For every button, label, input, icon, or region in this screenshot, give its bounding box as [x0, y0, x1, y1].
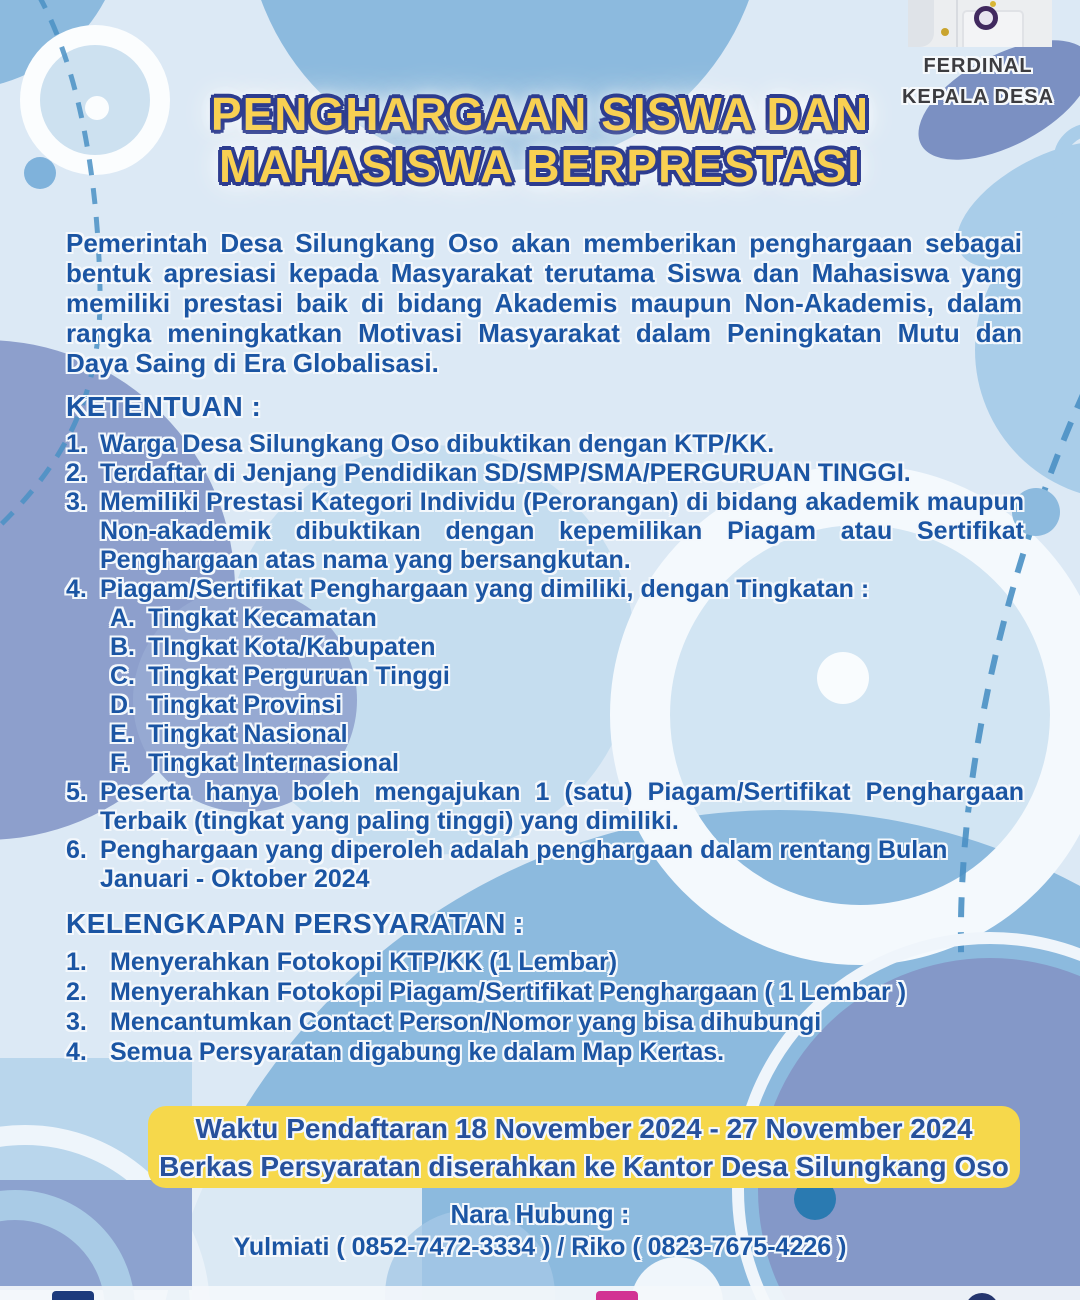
uniform-pin-icon	[990, 1, 996, 7]
instagram-icon	[596, 1291, 638, 1300]
intro-paragraph: Pemerintah Desa Silungkang Oso akan memberikan penghargaan sebagai bentuk apresiasi kepada Masyarakat terutama Siswa dan Mahasiswa yang memiliki prestasi baik di bidang Akademis maupun Non-Akademis, dalam rangka meningkatkan Motivasi Masyarakat dalam Peningkatan Mutu dan Daya Saing di Era Globalisasi.	[66, 228, 1022, 378]
item-letter: A.	[110, 604, 135, 632]
item-number: 3.	[66, 1008, 87, 1036]
item-letter: B.	[110, 633, 135, 661]
item-text: Peserta hanya boleh mengajukan 1 (satu) Piagam/Sertifikat Penghargaan Terbaik (tingkat yang paling tinggi) yang dimiliki.	[100, 778, 1024, 835]
item-number: 1.	[66, 948, 87, 976]
item-text: Tingkat Provinsi	[148, 691, 343, 719]
official-name: FERDINAL	[923, 55, 1033, 77]
item-number: 1.	[66, 430, 87, 458]
ketentuan-item	[66, 836, 1024, 894]
tingkatan-list	[110, 604, 1024, 778]
item-text: Penghargaan yang diperoleh adalah penghargaan dalam rentang Bulan Januari - Oktober 2024	[100, 836, 948, 893]
item-text: Tingkat Kecamatan	[148, 604, 377, 632]
item-number: 2.	[66, 978, 87, 1006]
item-text: Semua Persyaratan digabung ke dalam Map Kertas.	[110, 1038, 725, 1066]
item-text: Memiliki Prestasi Kategori Individu (Perorangan) di bidang akademik maupun Non-akademik dibuktikan dengan kepemilikan Piagam atau Sertifikat Penghargaan atas nama yang bersangkutan.	[100, 488, 1024, 574]
poster-title-line2: MAHASISWA BERPRESTASI	[218, 140, 862, 192]
banner-line2: Berkas Persyaratan diserahkan ke Kantor Desa Silungkang Oso	[159, 1151, 1009, 1182]
poster-title-line1: PENGHARGAAN SISWA DAN	[210, 88, 870, 140]
item-number: 2.	[66, 459, 87, 487]
ketentuan-heading: KETENTUAN :	[66, 391, 262, 422]
ketentuan-item	[66, 430, 1024, 459]
kelengkapan-item	[66, 1007, 1024, 1037]
item-number: 5.	[66, 778, 87, 806]
tingkatan-item	[110, 720, 1024, 749]
uniform-button-icon	[941, 28, 949, 36]
kelengkapan-section	[66, 908, 1024, 1067]
item-letter: C.	[110, 662, 135, 690]
item-text: Terdaftar di Jenjang Pendidikan SD/SMP/SMA/PERGURUAN TINGGI.	[100, 459, 911, 487]
uniform-badge-icon	[974, 6, 998, 30]
banner-line1: Waktu Pendaftaran 18 November 2024 - 27 November 2024	[195, 1113, 973, 1144]
item-text: Tingkat Perguruan Tinggi	[148, 662, 450, 690]
kelengkapan-heading: KELENGKAPAN PERSYARATAN :	[66, 908, 524, 939]
official-photo	[908, 0, 1052, 47]
tingkatan-item	[110, 749, 1024, 778]
item-text: Menyerahkan Fotokopi KTP/KK (1 Lembar)	[110, 948, 618, 976]
item-number: 4.	[66, 575, 87, 603]
uniform-sleeve	[908, 0, 934, 47]
item-number: 3.	[66, 488, 87, 516]
ketentuan-item	[66, 575, 1024, 604]
item-text: Tingkat Nasional	[148, 720, 348, 748]
tingkatan-item	[110, 662, 1024, 691]
uniform-seam	[956, 0, 958, 47]
poster-title	[60, 88, 1020, 192]
item-text: Warga Desa Silungkang Oso dibuktikan dengan KTP/KK.	[100, 430, 775, 458]
item-text: Menyerahkan Fotokopi Piagam/Sertifikat Penghargaan ( 1 Lembar )	[110, 978, 907, 1006]
item-number: 4.	[66, 1038, 87, 1066]
kelengkapan-item	[66, 977, 1024, 1007]
ketentuan-item	[66, 488, 1024, 575]
official-role: KEPALA DESA	[901, 86, 1055, 108]
contact-heading: Nara Hubung :	[450, 1199, 630, 1229]
item-text: Mencantumkan Contact Person/Nomor yang bisa dihubungi	[110, 1008, 822, 1036]
kelengkapan-item	[66, 947, 1024, 977]
footer-strip	[0, 1286, 1080, 1300]
contact-section	[0, 1198, 1080, 1264]
item-text: TIngkat Kota/Kabupaten	[148, 633, 436, 661]
registration-banner	[148, 1106, 1020, 1188]
ketentuan-item	[66, 778, 1024, 836]
item-number: 6.	[66, 836, 87, 864]
item-text: Piagam/Sertifikat Penghargaan yang dimiliki, dengan Tingkatan :	[100, 575, 870, 603]
tingkatan-item	[110, 691, 1024, 720]
kelengkapan-item	[66, 1037, 1024, 1067]
ketentuan-item	[66, 459, 1024, 488]
contact-phones: Yulmiati ( 0852-7472-3334 ) / Riko ( 0823-7675-4226 )	[233, 1233, 847, 1261]
facebook-icon	[52, 1291, 94, 1300]
ketentuan-section	[66, 391, 1024, 894]
item-text: Tingkat Internasional	[148, 749, 399, 777]
tingkatan-item	[110, 633, 1024, 662]
tingkatan-item	[110, 604, 1024, 633]
item-letter: F.	[110, 749, 130, 777]
item-letter: D.	[110, 691, 135, 719]
item-letter: E.	[110, 720, 134, 748]
